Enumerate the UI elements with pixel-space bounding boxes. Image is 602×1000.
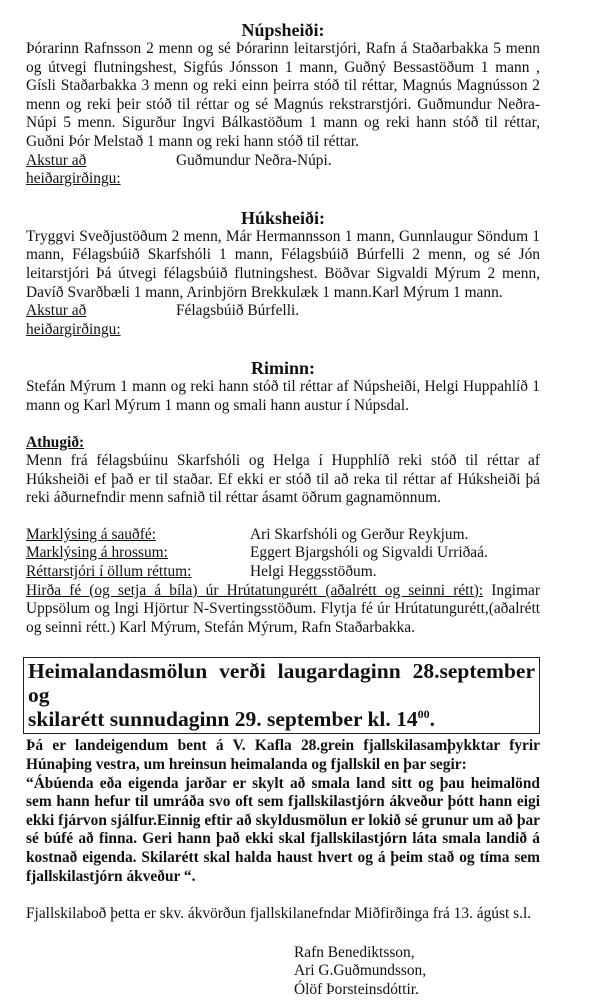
announcement-time-sup: 00 [417, 707, 430, 722]
announcement-box [23, 657, 540, 734]
assignment-row [26, 544, 540, 563]
assignment-label: Réttarstjóri í öllum réttum: [26, 563, 192, 581]
hirda-text: Ingimar Uppsölum og Ingi Hjörtur N-Svertingsstöðum. Flytja fé úr Hrútatungurétt,(aðalrétt og seinni rétt.) Karl Mýrum, Stefán Mýrum, Rafn Staðarbakka. [26, 581, 540, 636]
nupsheidi-drive-row [26, 152, 540, 189]
assignment-value: Helgi Heggsstöðum. [250, 563, 377, 581]
signature: Ari G.Guðmundsson, [294, 962, 427, 980]
nupsheidi-body: Þórarinn Rafnsson 2 menn og sé Þórarinn leitarstjóri, Rafn á Staðarbakka 5 menn og útvegi flutningshest, Sigfús Jónsson 1 mann, Guðný Bessastöðum 1 mann , Gísli Staðarbakka 3 menn og reki einn þeirra stóð til réttar, Magnús Magnússon 2 menn og reki þeir stóð til réttar og sé Magnús rekstrarstjóri. Guðmundur Neðra-Núpi 5 menn. Sigurður Ingvi Bálkastöðum 1 mann og reki hann stóð til réttar, Guðni Þór Melstað 1 mann og reki hann stóð til réttar. [26, 40, 540, 150]
drive-value: Guðmundur Neðra-Núpi. [176, 151, 332, 169]
announcement-line-2 [28, 707, 535, 731]
footer-note: Fjallskilaboð þetta er skv. ákvörðun fjallskilanefndar Miðfirðinga frá 13. ágúst s.l. [26, 905, 532, 923]
drive-label: Akstur að heiðargirðingu: [26, 151, 121, 188]
drive-value: Félagsbúið Búrfelli. [176, 302, 300, 320]
hirda-paragraph [26, 582, 540, 638]
assignment-value: Ari Skarfshóli og Gerður Reykjum. [250, 525, 469, 543]
assignment-label: Marklýsing á hrossum: [26, 544, 168, 562]
athugid-body: Menn frá félagsbúinu Skarfshóli og Helga í Hupphlíð reki stóð til réttar af Húksheiði ef það er til staðar. Ef ekki er stóð til að reka til réttar af Húksheiði þá reki áðurnefndir menn safnið til réttar ásamt öðrum gagnamönnum. [26, 452, 540, 507]
heading-riminn: Riminn: [250, 358, 315, 379]
hirda-label: Hirða fé (og setja á bíla) úr Hrútatungurétt (aðalrétt og seinni rétt): [26, 581, 484, 599]
heading-athugid: Athugið: [26, 433, 85, 451]
signatures [26, 944, 540, 1000]
announcement-line-2-text: skilarétt sunnudaginn 29. september kl. 14 [28, 707, 418, 732]
assignment-row [26, 563, 540, 582]
announcement-line-2-end: . [429, 707, 436, 732]
huksheidi-drive-row [26, 302, 540, 339]
drive-label: Akstur að heiðargirðingu: [26, 302, 121, 338]
huksheidi-body: Tryggvi Sveðjustöðum 2 menn, Már Hermannsson 1 mann, Gunnlaugur Söndum 1 mann, Félagsbúið Skarfshóli 1 mann, Félagsbúið Búrfelli 2 menn, og sé Jón leitarstjóri Þá útvegi félagsbúið flutningshest. Böðvar Sigvaldi Mýrum 2 menn, Davíð Svarðbæli 1 mann, Arinbjörn Brekkulæk 1 mann.Karl Mýrum 1 mann. [26, 227, 540, 301]
assignments-list [26, 526, 540, 582]
assignment-label: Marklýsing á sauðfé: [26, 525, 156, 543]
signature: Ólöf Þorsteinsdóttir. [294, 980, 419, 998]
assignment-value: Eggert Bjargshóli og Sigvaldi Urriðaá. [250, 544, 488, 562]
document-page [26, 0, 540, 1000]
riminn-body: Stefán Mýrum 1 mann og reki hann stóð til réttar af Núpsheiði, Helgi Huppahlíð 1 mann og Karl Mýrum 1 mann og smali hann austur í Núpsdal. [26, 378, 540, 414]
heading-nupsheidi: Núpsheiði: [241, 20, 325, 40]
signature: Rafn Benediktsson, [294, 943, 415, 961]
announcement-line-1: Heimalandasmölun verði laugardaginn 28.september og [28, 659, 535, 708]
assignment-row [26, 526, 540, 545]
notice-quote: “Ábúenda eða eigenda jarðar er skylt að smala land sitt og þau heimalönd sem hann hefur til umráða svo oft sem fjallskilastjórn ákveður þótt hann eigi ekki fjárvon sjálfur.Einnig eftir að skyldusmölun er lokið sé grunur um að þar sé búfé að finna. Geri hann það ekki skal fjallskilastjórn láta smala landið á kostnað eigenda. Skilarétt skal halda haust hvert og á þeim stað og tíma sem fjallskilastjórn ákveður “. [26, 774, 540, 885]
heading-huksheidi: Húksheiði: [240, 207, 326, 228]
notice-intro: Þá er landeigendum bent á V. Kafla 28.grein fjallskilasamþykktar fyrir Húnaþing vestra, um hreinsun heimalanda og fjallskil en þar segir: [26, 737, 540, 774]
